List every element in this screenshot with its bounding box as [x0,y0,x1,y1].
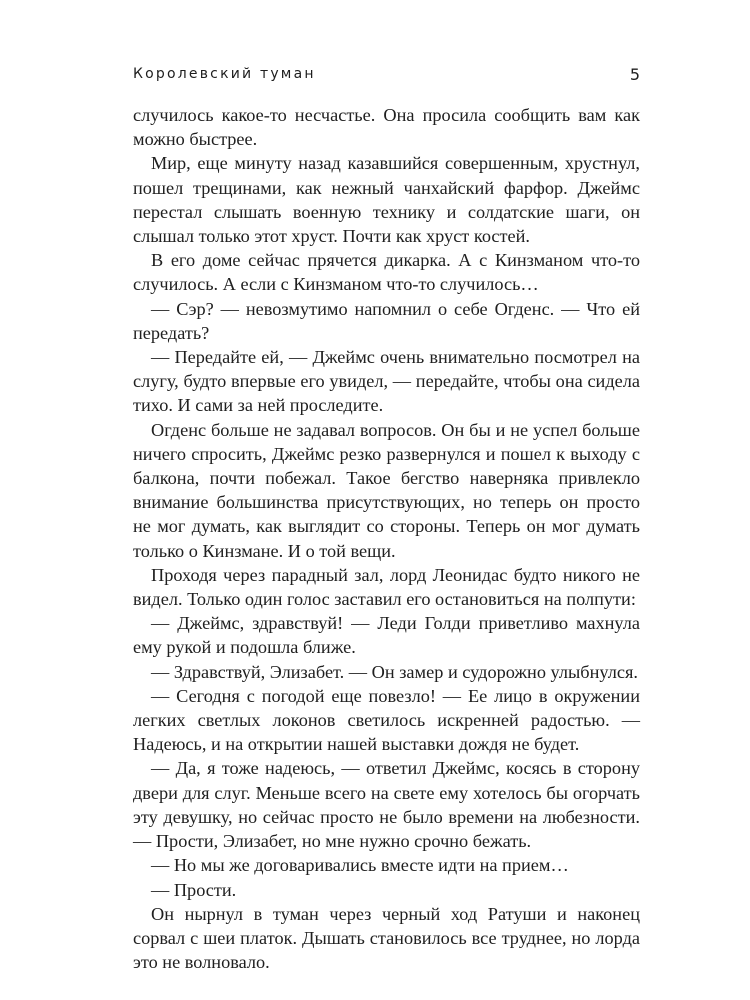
page-body-text [133,103,640,974]
paragraph: — Джеймс, здравствуй! — Леди Голди приветливо махнула ему рукой и подошла ближе. [133,613,640,658]
paragraph: Он нырнул в туман через черный ход Ратуши и наконец сорвал с шеи платок. Дышать становилось все труднее, но лорда это не волновало. [133,903,640,973]
paragraph: — Здравствуй, Элизабет. — Он замер и судорожно улыбнулся. [151,661,638,682]
paragraph: — Но мы же договаривались вместе идти на прием… [151,855,569,876]
paragraph: Проходя через парадный зал, лорд Леонидас будто никого не видел. Только один голос заставил его остановиться на полпути: [133,564,640,610]
paragraph: — Да, я тоже надеюсь, — ответил Джеймс, косясь в сторону двери для слуг. Меньше всего на свете ему хотелось бы огорчать эту девушку, но сейчас просто не было времени на любезности. — Прости, Элизабет, но мне нужно срочно бежать. [133,758,640,852]
paragraph: — Передайте ей, — Джеймс очень внимательно посмотрел на слугу, будто впервые его увидел, — передайте, чтобы она сидела тихо. И сами за ней проследите. [133,347,640,416]
paragraph: — Сэр? — невозмутимо напомнил о себе Огденс. — Что ей передать? [133,298,640,343]
running-header [133,66,640,90]
paragraph: В его доме сейчас прячется дикарка. А с Кинзманом что-то случилось. А если с Кинзманом что-то случилось… [133,250,640,295]
paragraph: Мир, еще минуту назад казавшийся совершенным, хрустнул, пошел трещинами, как нежный чанхайский фарфор. Джеймс перестал слышать военную технику и солдатские шаги, он слышал только этот хруст. Почти как хруст костей. [133,153,640,247]
paragraph: Огденс больше не задавал вопросов. Он бы и не успел больше ничего спросить, Джеймс резко развернулся и пошел к выходу с балкона, почти побежал. Такое бегство наверняка привлекло внимание большинства присутствующих, но теперь он просто не мог думать, как выглядит со стороны. Теперь он мог думать только о Кинзмане. И о той вещи. [133,419,640,561]
paragraph: — Прости. [151,879,237,900]
book-title-header: Королевский туман [133,66,316,82]
page-number: 5 [629,65,640,84]
paragraph: случилось какое-то несчастье. Она просила сообщить вам как можно быстрее. [133,105,640,150]
paragraph: — Сегодня с погодой еще повезло! — Ее лицо в окружении легких светлых локонов светилось искренней радостью. — Надеюсь, и на открытии нашей выставки дождя не будет. [133,685,640,755]
